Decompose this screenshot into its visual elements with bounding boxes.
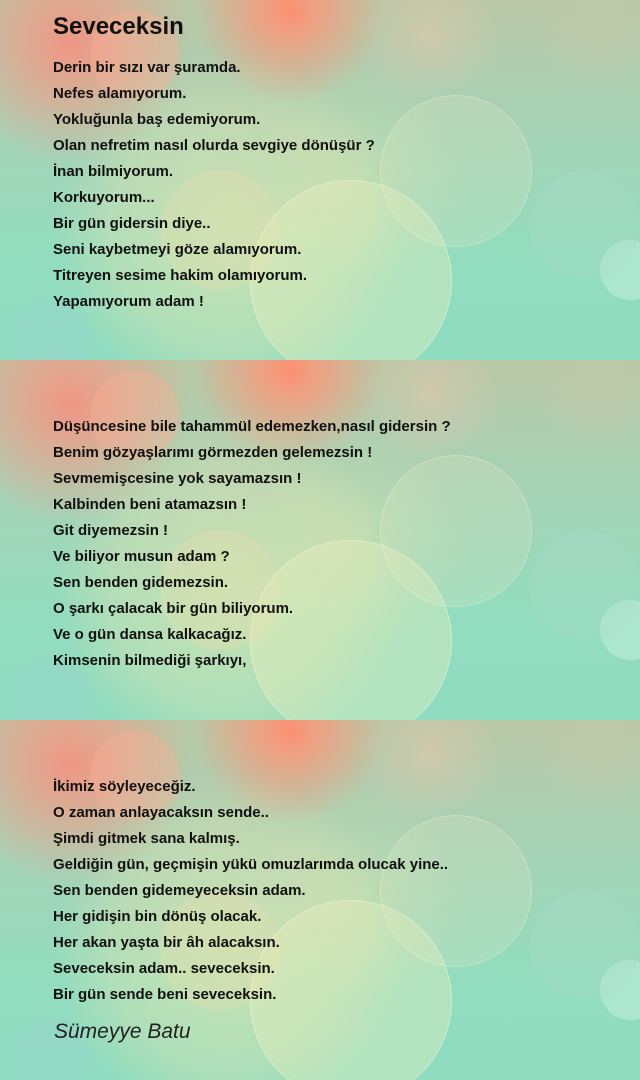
bokeh-circle [600,240,640,300]
stanza-3 [53,774,448,1008]
stanza-2 [53,414,451,674]
poem-line: Yapamıyorum adam ! [53,293,204,310]
poem-line: Her gidişin bin dönüş olacak. [53,908,262,925]
bokeh-circle [380,95,532,247]
poem-line: Titreyen sesime hakim olamıyorum. [53,267,307,284]
poem-line: Bir gün gidersin diye.. [53,215,211,232]
poem-line: Sen benden gidemeyeceksin adam. [53,882,306,899]
poem-line: Şimdi gitmek sana kalmış. [53,830,240,847]
poem-line: Seni kaybetmeyi göze alamıyorum. [53,241,302,258]
poem-line: Düşüncesine bile tahammül edemezken,nasıl gidersin ? [53,418,451,435]
poem-line: O zaman anlayacaksın sende.. [53,804,269,821]
bokeh-circle [530,530,640,640]
poem-panel-2 [0,360,640,720]
bokeh-circle [600,960,640,1020]
poem-line: O şarkı çalacak bir gün biliyorum. [53,600,294,617]
stanza-1 [53,55,375,315]
poem-line: Ve o gün dansa kalkacağız. [53,626,247,643]
poem-line: Sen benden gidemezsin. [53,574,229,591]
poem-line: Bir gün sende beni seveceksin. [53,986,277,1003]
bokeh-circle [530,170,640,280]
poem-line: Olan nefretim nasıl olurda sevgiye dönüşür ? [53,137,375,154]
poem-line: Sevmemişcesine yok sayamazsın ! [53,470,302,487]
bokeh-circle [600,600,640,660]
poem-line: Git diyemezsin ! [53,522,169,539]
poem-panel-1 [0,0,640,360]
poem-line: Ve biliyor musun adam ? [53,548,230,565]
poem-line: Kalbinden beni atamazsın ! [53,496,247,513]
poem-panel-3 [0,720,640,1080]
poem-line: Korkuyorum... [53,189,155,206]
poem-line: Her akan yaşta bir âh alacaksın. [53,934,280,951]
poem-line: Yokluğunla baş edemiyorum. [53,111,261,128]
poem-line: Seveceksin adam.. seveceksin. [53,960,275,977]
poem-line: İnan bilmiyorum. [53,163,174,180]
poem-line: Geldiğin gün, geçmişin yükü omuzlarımda olucak yine.. [53,856,449,873]
poem-line: Derin bir sızı var şuramda. [53,59,241,76]
bokeh-circle [530,890,640,1000]
poem-line: Kimsenin bilmediği şarkıyı, [53,652,247,669]
poem-line: Benim gözyaşlarımı görmezden gelemezsin ! [53,444,373,461]
poem-author: Sümeyye Batu [54,1020,191,1043]
poem-line: Nefes alamıyorum. [53,85,187,102]
poem-line: İkimiz söyleyeceğiz. [53,778,196,795]
poem-title: Seveceksin [53,13,184,40]
